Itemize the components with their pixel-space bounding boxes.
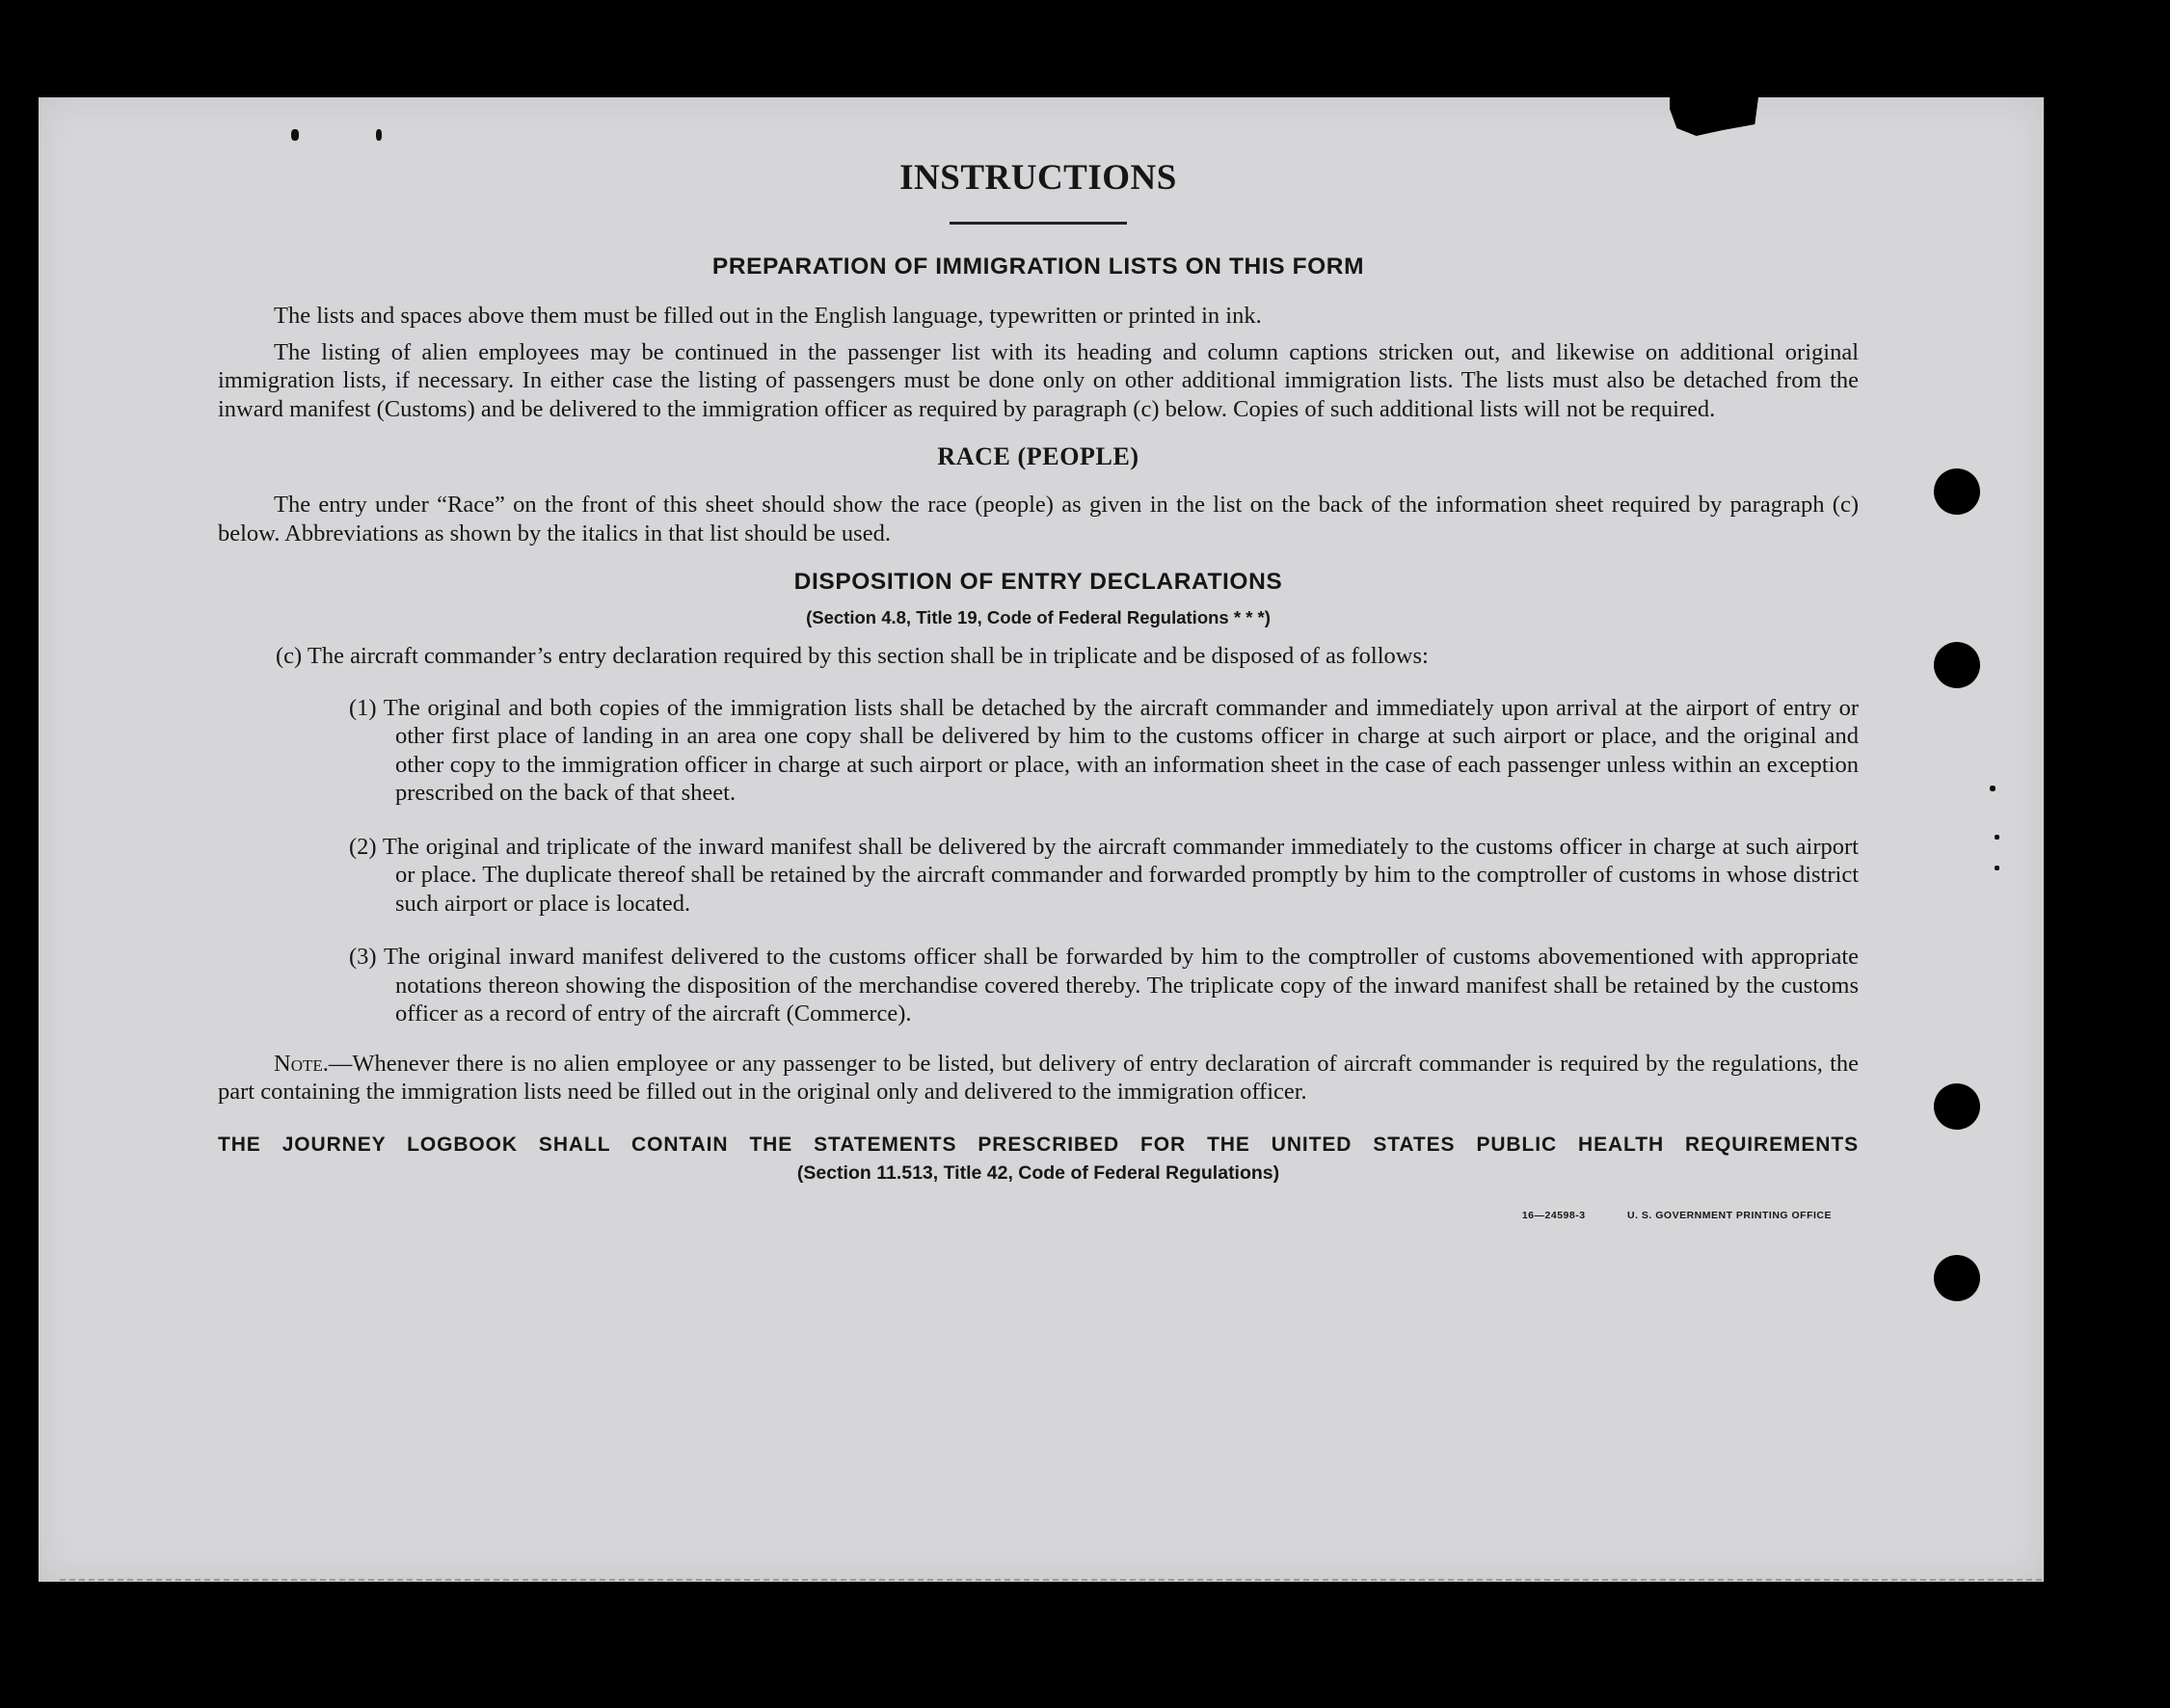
title-underline	[950, 222, 1127, 225]
document-title: INSTRUCTIONS	[899, 158, 1177, 198]
section-heading-preparation: PREPARATION OF IMMIGRATION LISTS ON THIS FORM	[711, 254, 1365, 280]
form-number: 16—24598-3	[1521, 1209, 1586, 1221]
punch-hole-1	[1934, 468, 1980, 515]
preparation-paragraph-1: The lists and spaces above them must be filled out in the English language, typewritten or printed in ink.	[274, 303, 1262, 329]
instructions-document	[218, 156, 1859, 1221]
disposition-citation: (Section 4.8, Title 19, Code of Federal Regulations * * *)	[806, 607, 1271, 627]
ink-speck	[376, 129, 382, 141]
section-heading-disposition: DISPOSITION OF ENTRY DECLARATIONS	[793, 569, 1283, 595]
ink-speck	[1995, 835, 1999, 840]
section-heading-race: RACE (PEOPLE)	[937, 442, 1139, 470]
printer-imprint	[218, 1210, 1859, 1221]
public-health-citation: (Section 11.513, Title 42, Code of Federal Regulations)	[796, 1161, 1280, 1184]
punch-hole-2	[1934, 642, 1980, 688]
public-health-statement: THE JOURNEY LOGBOOK SHALL CONTAIN THE STATEMENTS PRESCRIBED FOR THE UNITED STATES PUBLIC HEALTH REQUIREMENTS	[218, 1133, 1859, 1156]
disposition-item-1: (1) The original and both copies of the immigration lists shall be detached by the aircraft commander and immediately upon arrival at the airport of entry or other first place of landing in an area one copy shall be delivered by him to the customs officer in charge at such airport or place, and the original and other copy to the immigration officer in charge at such airport or place, with an information sheet in the case of each passenger unless within an exception prescribed on the back of that sheet.	[349, 694, 1859, 806]
paragraph-c: (c) The aircraft commander’s entry declaration required by this section shall be in triplicate and be disposed of as follows:	[276, 643, 1429, 669]
punch-hole-3	[1934, 1083, 1980, 1130]
printer-name: U. S. GOVERNMENT PRINTING OFFICE	[1626, 1209, 1832, 1221]
ink-speck	[1995, 866, 1999, 870]
race-paragraph: The entry under “Race” on the front of this sheet should show the race (people) as given in the list on the back of the information sheet required by paragraph (c) below. Abbreviations as shown by the italics in that list should be used.	[218, 492, 1859, 547]
preparation-paragraph-2: The listing of alien employees may be continued in the passenger list with its heading and column captions stricken out, and likewise on additional original immigration lists, if necessary. In either case the listing of passengers must be done only on other additional immigration lists. The lists must also be detached from the inward manifest (Customs) and be delivered to the immigration officer as required by paragraph (c) below. Copies of such additional lists will not be required.	[218, 338, 1859, 422]
note-paragraph	[218, 1050, 1859, 1107]
disposition-item-2: (2) The original and triplicate of the inward manifest shall be delivered by the aircraft commander immediately to the customs officer in charge at such airport or place. The duplicate thereof shall be retained by the aircraft commander and forwarded promptly by him to the comptroller of customs in whose district such airport or place is located.	[349, 833, 1859, 917]
disposition-item-3: (3) The original inward manifest delivered to the customs officer shall be forwarded by him to the comptroller of customs abovementioned with appropriate notations thereon showing the disposition of the merchandise covered thereby. The triplicate copy of the inward manifest shall be retained by the customs officer as a record of entry of the aircraft (Commerce).	[349, 944, 1859, 1027]
ink-speck	[291, 129, 299, 141]
note-text: —Whenever there is no alien employee or any passenger to be listed, but delivery of entry declaration of aircraft commander is required by the regulations, the part containing the immigration lists need be filled out in the original only and delivered to the immigration officer.	[218, 1050, 1859, 1105]
ink-speck	[1990, 786, 1996, 791]
note-lead: Note.	[274, 1050, 329, 1077]
punch-hole-4	[1934, 1255, 1980, 1301]
paper-perforation-edge	[60, 1579, 2042, 1581]
